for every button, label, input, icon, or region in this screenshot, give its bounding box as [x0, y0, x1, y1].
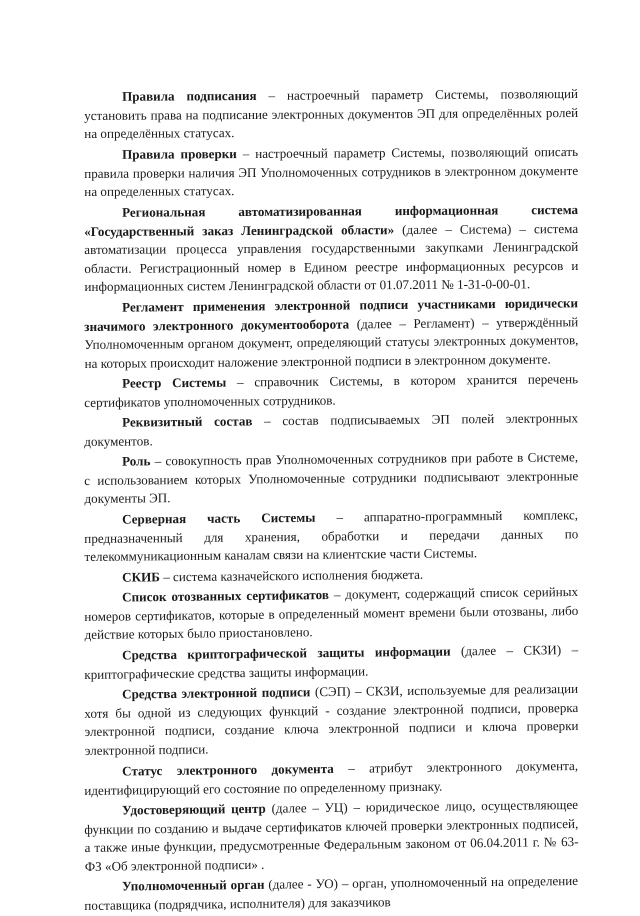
definition-text: – настроечный параметр Системы, позволяющий описать правила проверки наличия ЭП Уполномоченных сотрудников в электронном документе на определенных статусах. — [84, 143, 579, 199]
definition-text: – совокупность прав Уполномоченных сотрудников при работе в Системе, с использованием которых Уполномоченные сотрудники подписывают электронные документы ЭП. — [84, 449, 579, 507]
definition-text: – документ, содержащий список серийных номеров сертификатов, которые в определенный момент времени были отозваны, либо действие которых было приостановлено. — [84, 584, 579, 643]
definition-text: – атрибут электронного документа, идентифицирующий его состояние по определенному признаку. — [84, 757, 579, 798]
term: Правила проверки — [122, 145, 237, 162]
term: Регламент применения электронной подписи участниками юридически значимого электронного документооборота — [84, 294, 579, 334]
term: Правила подписания — [122, 87, 257, 104]
definition-text: – система казначейского исполнения бюджета. — [159, 566, 424, 585]
term: Реестр Системы — [122, 374, 227, 391]
term: Уполномоченный орган — [122, 877, 265, 894]
definition-role — [84, 449, 579, 510]
term: Средства электронной подписи — [122, 684, 311, 702]
term: Список отозванных сертификатов — [122, 587, 329, 605]
definition-text: – справочник Системы, в котором хранится перечень сертификатов уполномоченных сотрудников. — [84, 371, 579, 410]
definition-requisite-set — [84, 409, 578, 451]
definition-revocation-list — [84, 583, 579, 645]
term: Региональная автоматизированная информационная система «Государственный заказ Ленинградской области» — [84, 201, 579, 239]
definition-text: – настроечный параметр Системы, позволяющий установить права на подписание электронных документов ЭП для определённых ролей на определённых статусах. — [84, 85, 579, 142]
definition-certifying-center — [84, 796, 579, 876]
term: Реквизитный состав — [122, 413, 253, 430]
definition-authorized-body — [84, 872, 578, 915]
definition-text: (СЭП) – СКЗИ, используемые для реализации хотя бы одной из следующих функций - создание электронной подписи, проверка электронной подписи, создание ключа электронной подписи и ключа проверки электронной подписи. — [84, 681, 579, 759]
definition-text: (далее – УЦ) – юридическое лицо, осуществляющее функции по созданию и выдаче сертификатов ключей проверки электронных подписей, а также иные функции, предусмотренные Федеральным законом от 06.04.2011 г. № 63-ФЗ «Об электронной подписи» . — [84, 796, 579, 874]
definition-skzi — [84, 641, 578, 684]
definition-document-status — [84, 757, 578, 800]
term: Статус электронного документа — [122, 760, 334, 779]
definition-signing-rules — [84, 85, 578, 144]
definition-text: (далее – СКЗИ) – криптографические средства защиты информации. — [84, 642, 579, 682]
definition-regulation — [84, 294, 579, 373]
definition-sep — [84, 680, 579, 760]
definition-verification-rules — [84, 143, 578, 202]
definition-system — [84, 201, 579, 297]
definition-text: – аппаратно-программный комплекс, предназначенный для хранения, обработки и передачи данных по телекоммуникационным каналам связи на клиентские части Системы. — [84, 507, 579, 565]
term: Роль — [122, 453, 151, 469]
definition-text: (далее – Система) – система автоматизации процесса управления государственными закупками Ленинградской области. Регистрационный номер в Едином реестре информационных ресурсов и информационных систем Ленинградской области от 01.07.2011 № 1-31-0-00-01. — [84, 220, 579, 294]
term: СКИБ — [122, 569, 160, 585]
definition-text: (далее – Регламент) – утверждённый Уполномоченным органом документ, определяющий статусы электронных документов, на которых происходит наложение электронной подписи в электронном документе. — [84, 313, 579, 371]
term: Средства криптографической защиты информации — [122, 643, 451, 663]
definition-server-part — [84, 506, 579, 567]
definition-registry — [84, 370, 578, 412]
definition-text: (далее - УО) – орган, уполномоченный на определение поставщика (подрядчика, исполнителя) для заказчиков — [84, 873, 579, 913]
term: Серверная часть Системы — [122, 509, 316, 527]
term: Удостоверяющий центр — [122, 800, 266, 818]
definition-text: – состав подписываемых ЭП полей электронных документов. — [84, 410, 579, 449]
